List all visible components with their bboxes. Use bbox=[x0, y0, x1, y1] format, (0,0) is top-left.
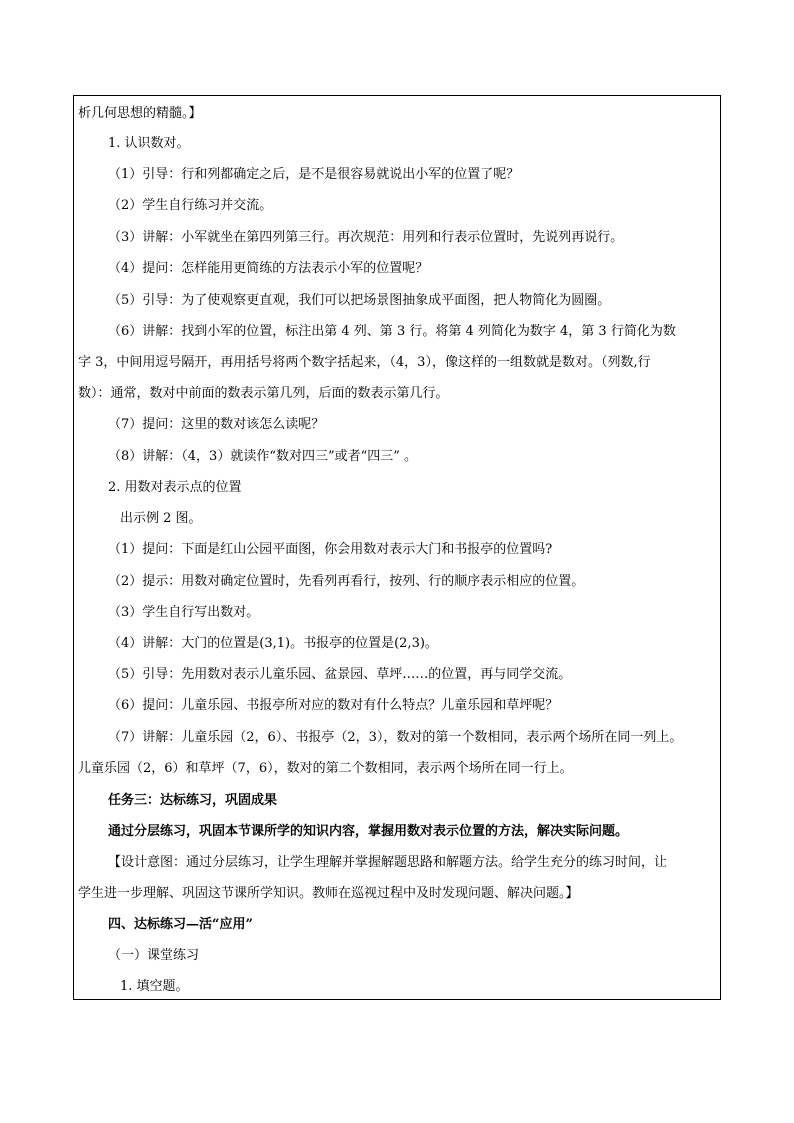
heading-represent-points: 2. 用数对表示点的位置 bbox=[108, 480, 242, 495]
content-table-cell bbox=[73, 95, 721, 1000]
step-2-practice: （2）学生自行练习并交流。 bbox=[108, 198, 273, 213]
step-7-question: （7）提问：这里的数对该怎么读呢？ bbox=[108, 417, 325, 432]
step-3-explain: （3）讲解：小军就坐在第四列第三行。再次规范：用列和行表示位置时，先说列再说行。 bbox=[108, 230, 624, 245]
design-intent-line1: 【设计意图：通过分层练习，让学生理解并掌握解题思路和解题方法。给学生充分的练习时间，让 bbox=[108, 855, 668, 870]
design-intent-tail: 析几何思想的精髓。】 bbox=[78, 106, 202, 121]
heading-recognize-pairs: 1. 认识数对。 bbox=[108, 136, 190, 151]
fill-in-blank-heading: 1. 填空题。 bbox=[120, 979, 189, 994]
step-6-explain-line1: （6）讲解：找到小军的位置，标注出第 4 列、第 3 行。将第 4 列简化为数字 4，第 3 行简化为数 bbox=[108, 324, 676, 339]
section-4-heading: 四、达标练习—活“应用” bbox=[108, 917, 253, 932]
classroom-practice-heading: （一）课堂练习 bbox=[108, 948, 200, 963]
step-5-guide: （5）引导：为了使观察更直观，我们可以把场景图抽象成平面图，把人物简化为圆圈。 bbox=[108, 293, 611, 308]
ex2-step-2-hint: （2）提示：用数对确定位置时，先看列再看行，按列、行的顺序表示相应的位置。 bbox=[108, 574, 585, 589]
task-3-description: 通过分层练习，巩固本节课所学的知识内容，掌握用数对表示位置的方法，解决实际问题。 bbox=[108, 824, 629, 839]
step-8-explain: （8）讲解：（4，3）就读作“数对四三”或者“四三” 。 bbox=[108, 449, 418, 464]
ex2-step-4-explain: （4）讲解：大门的位置是(3,1)。书报亭的位置是(2,3)。 bbox=[108, 636, 438, 651]
ex2-step-5-guide: （5）引导：先用数对表示儿童乐园、盆景园、草坪……的位置，再与同学交流。 bbox=[108, 667, 572, 682]
step-1-guide: （1）引导：行和列都确定之后，是不是很容易就说出小军的位置了呢？ bbox=[108, 167, 520, 182]
task-3-heading: 任务三：达标练习，巩固成果 bbox=[108, 793, 278, 808]
ex2-step-7-explain-line1: （7）讲解：儿童乐园（2，6）、书报亭（2，3），数对的第一个数相同，表示两个场所在同一列上。 bbox=[108, 730, 683, 745]
design-intent-line2: 学生进一步理解、巩固这节课所学知识。教师在巡视过程中及时发现问题、解决问题。】 bbox=[78, 886, 579, 901]
step-6-explain-line3: 数）：通常，数对中前面的数表示第几列，后面的数表示第几行。 bbox=[78, 386, 449, 401]
ex2-step-6-question: （6）提问：儿童乐园、书报亭所对应的数对有什么特点？儿童乐园和草坪呢？ bbox=[108, 698, 559, 713]
ex2-step-1-question: （1）提问：下面是红山公园平面图，你会用数对表示大门和书报亭的位置吗? bbox=[108, 542, 553, 557]
show-example-2: 出示例 2 图。 bbox=[120, 511, 202, 526]
step-6-explain-line2: 字 3，中间用逗号隔开，再用括号将两个数字括起来，（4，3），像这样的一组数就是数对。（列数,行 bbox=[78, 355, 651, 370]
ex2-step-7-explain-line2: 儿童乐园（2，6）和草坪（7，6），数对的第二个数相同，表示两个场所在同一行上。 bbox=[78, 761, 573, 776]
step-4-question: （4）提问：怎样能用更简练的方法表示小军的位置呢？ bbox=[108, 261, 429, 276]
ex2-step-3-write: （3）学生自行写出数对。 bbox=[108, 605, 260, 620]
